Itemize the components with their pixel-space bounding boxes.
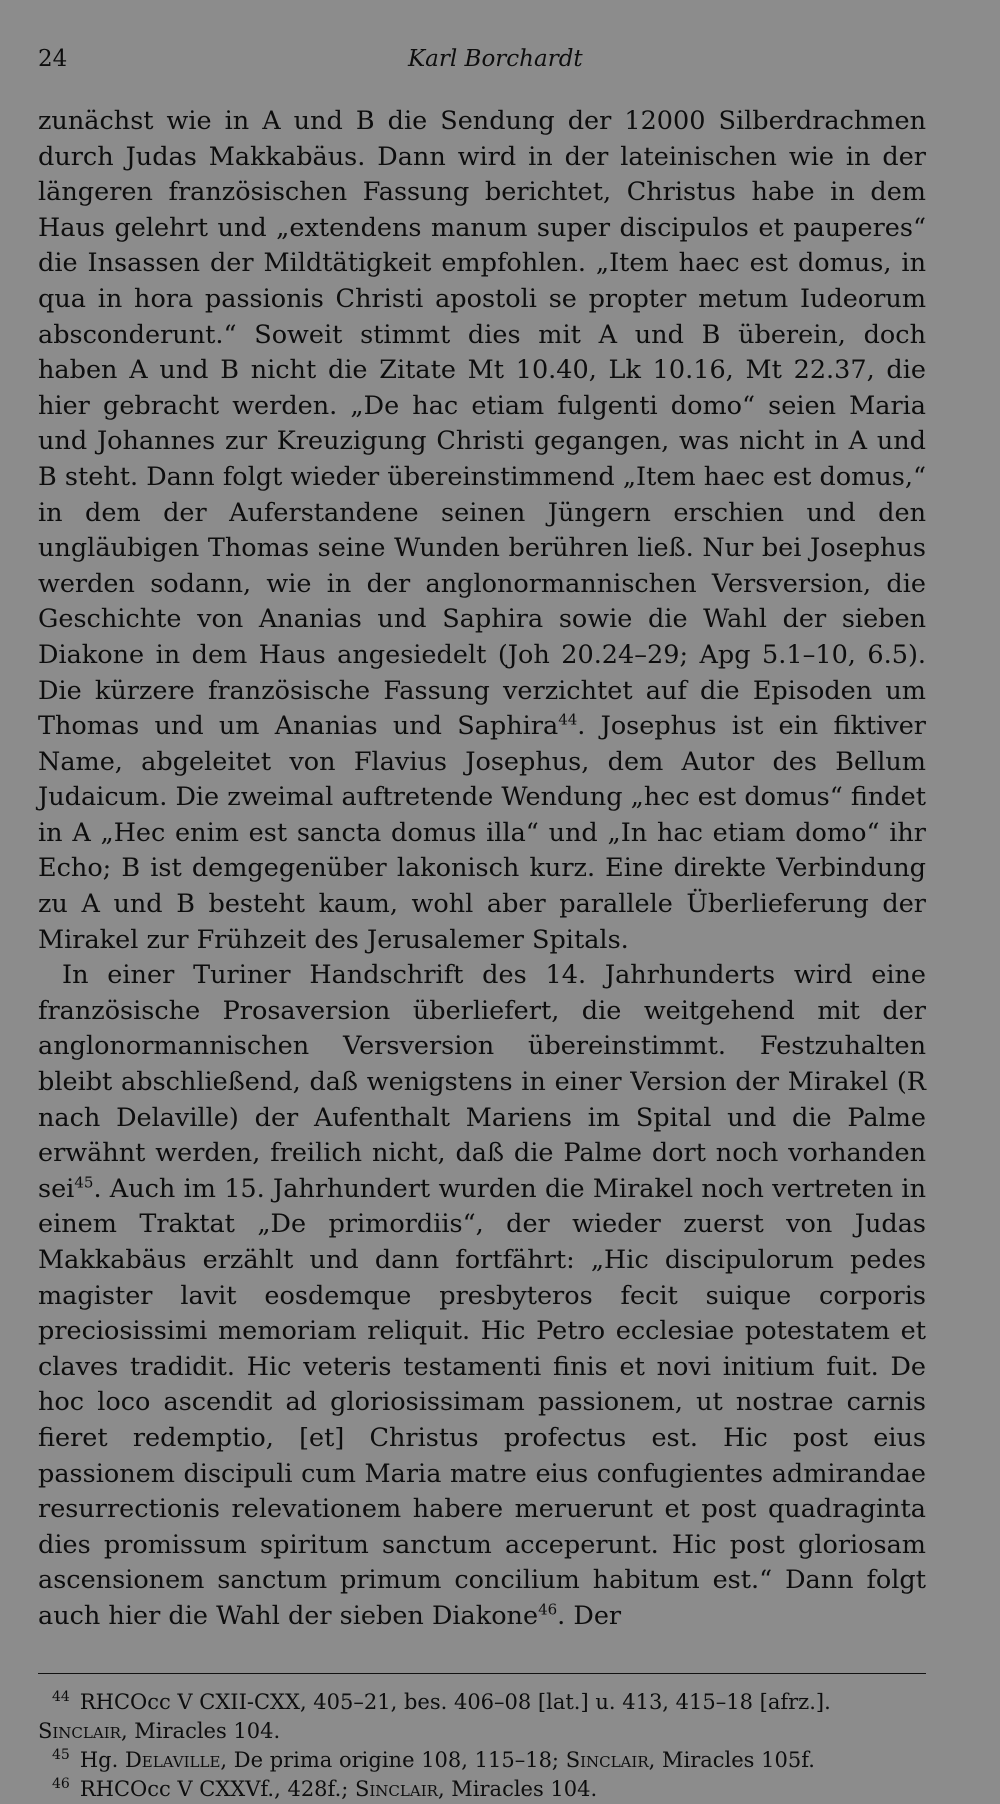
footnote-text: , De prima origine 108, 115–18; bbox=[220, 1747, 566, 1772]
footnote-ref-44: 44 bbox=[558, 710, 578, 729]
footnote-author: Sinclair bbox=[565, 1747, 649, 1772]
footnote-text: RHCOcc V CXII-CXX, 405–21, bes. 406–08 [lat.] u. 413, 415–18 [afrz.]. bbox=[79, 1689, 831, 1714]
footnote-text: , Miracles 104. bbox=[120, 1718, 281, 1743]
body-text bbox=[38, 104, 926, 1635]
footnote-ref-46: 46 bbox=[538, 1600, 558, 1619]
footnote-number: 44 bbox=[52, 1688, 70, 1705]
footnote-number: 45 bbox=[52, 1746, 70, 1763]
footnote-author: Delaville bbox=[124, 1747, 221, 1772]
footnote-author: Sinclair bbox=[355, 1776, 438, 1801]
running-title: Karl Borchardt bbox=[408, 46, 583, 72]
paragraph-2 bbox=[38, 958, 926, 1634]
paragraph-2-text-c: . Der bbox=[557, 1600, 622, 1631]
paragraph-2-text-b: . Auch im 15. Jahrhundert wurden die Mirakel noch vertreten in einem Traktat „De primordiis“, der wieder zuerst von Judas Makkabäus erzählt und dann fortfährt: „Hic discipulorum pedes magister lavit eosdemque presbyteros fecit suique corporis preciosissimi memoriam reliquit. Hic Petro ecclesiae potestatem et claves tradidit. Hic veteris testamenti finis et novi initium fuit. De hoc loco ascendit ad gloriosissimam passionem, ut nostrae carnis fieret redemptio, [et] Christus profectus est. Hic post eius passionem discipuli cum Maria matre eius confugientes admirandae resurrectionis relevationem habere meruerunt et post quadraginta dies promissum spiritum sanctum acceperunt. Hic post gloriosam ascensionem sanctum primum concilium habitum est.“ Dann folgt auch hier die Wahl der sieben Diakone bbox=[38, 1173, 926, 1631]
footnote-text: Hg. bbox=[79, 1747, 125, 1772]
footnote-45 bbox=[38, 1746, 926, 1775]
paragraph-1-text-b: . Josephus ist ein fiktiver Name, abgeleitet von Flavius Josephus, dem Autor des Bellum Judaicum. Die zweimal auftretende Wendung „hec est domus“ findet in A „Hec enim est sancta domus illa“ und „In hac etiam domo“ ihr Echo; B ist demgegenüber lakonisch kurz. Eine direkte Verbindung zu A und B besteht kaum, wohl aber parallele Überlieferung der Mirakel zur Frühzeit des Jerusalemer Spitals. bbox=[38, 711, 926, 955]
paragraph-2-text-a: In einer Turiner Handschrift des 14. Jahrhunderts wird eine französische Prosaversion überliefert, die weitgehend mit der anglonormannischen Versversion übereinstimmt. Festzuhalten bleibt abschließend, daß wenigstens in einer Version der Mirakel (R nach Delaville) der Aufenthalt Mariens im Spital und die Palme erwähnt werden, freilich nicht, daß die Palme dort noch vorhanden sei bbox=[38, 960, 926, 1204]
footnotes bbox=[38, 1688, 926, 1804]
footnote-text: , Miracles 104. bbox=[437, 1776, 598, 1801]
book-page bbox=[38, 36, 926, 1804]
footnote-number: 46 bbox=[52, 1775, 70, 1792]
footnote-44 bbox=[38, 1688, 926, 1746]
paragraph-1-text-a: zunächst wie in A und B die Sendung der 12000 Silberdrachmen durch Judas Makkabäus. Dann wird in der lateinischen wie in der längeren französischen Fassung berichtet, Christus habe in dem Haus gelehrt und „extendens manum super discipulos et pauperes“ die Insassen der Mildtätigkeit empfohlen. „Item haec est domus, in qua in hora passionis Christi apostoli se propter metum Iudeorum absconderunt.“ Soweit stimmt dies mit A und B überein, doch haben A und B nicht die Zitate Mt 10.40, Lk 10.16, Mt 22.37, die hier gebracht werden. „De hac etiam fulgenti domo“ seien Maria und Johannes zur Kreuzigung Christi gegangen, was nicht in A und B steht. Dann folgt wieder übereinstimmend „Item haec est domus,“ in dem der Auferstandene seinen Jüngern erschien und den ungläubigen Thomas seine Wunden berühren ließ. Nur bei Josephus werden sodann, wie in der anglonormannischen Versversion, die Geschichte von Ananias und Saphira sowie die Wahl der sieben Diakone in dem Haus angesiedelt (Joh 20.24–29; Apg 5.1–10, 6.5). Die kürzere französische Fassung verzichtet auf die Episoden um Thomas und um Ananias und Saphira bbox=[38, 106, 926, 742]
footnote-ref-45: 45 bbox=[74, 1173, 94, 1192]
paragraph-1 bbox=[38, 104, 926, 958]
running-head bbox=[38, 36, 926, 72]
page-number: 24 bbox=[38, 46, 68, 72]
footnote-text: , Miracles 105f. bbox=[648, 1747, 815, 1772]
footnote-text: RHCOcc V CXXVf., 428f.; bbox=[79, 1776, 355, 1801]
footnote-divider bbox=[38, 1673, 926, 1674]
footnote-author: Sinclair bbox=[38, 1718, 121, 1743]
footnote-46 bbox=[38, 1775, 926, 1804]
